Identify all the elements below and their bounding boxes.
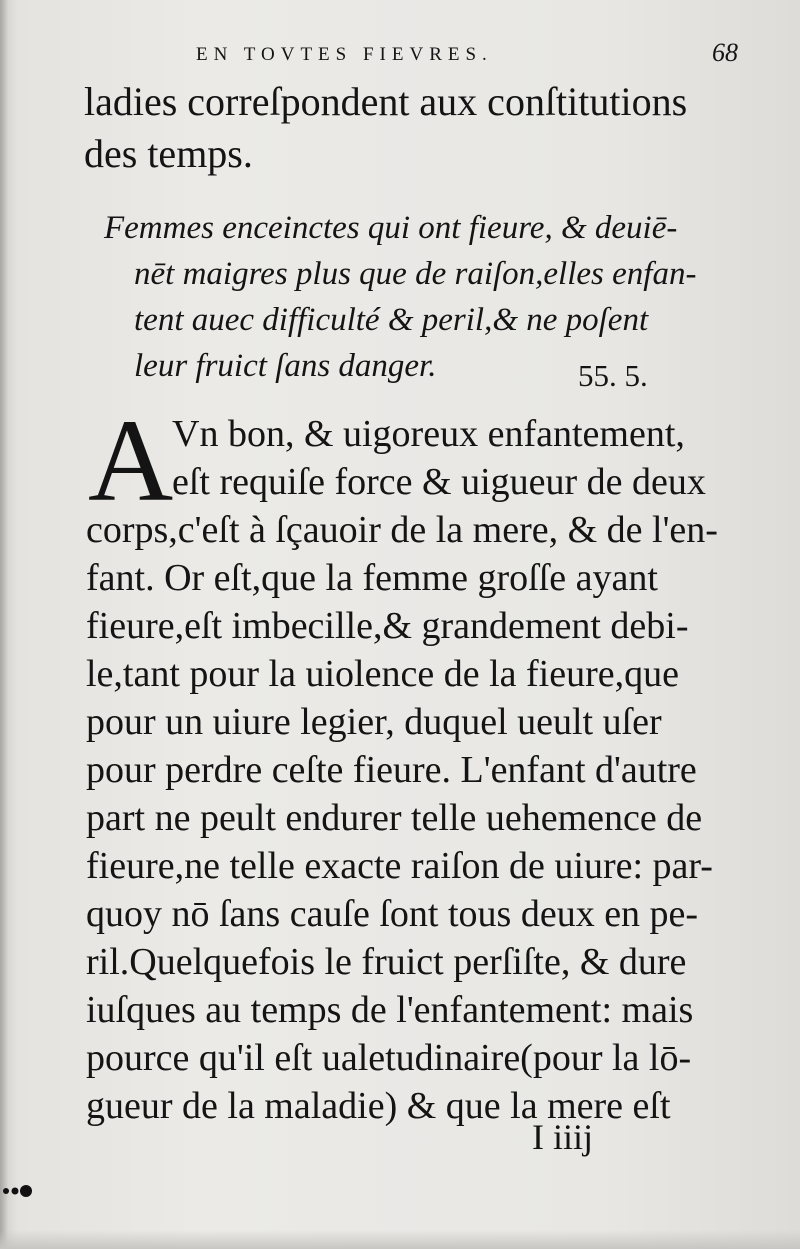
aphorism-line: tent auec difficulté & peril,& ne poſent <box>134 302 649 338</box>
body-line: pour un uiure legier, duquel ueult uſer <box>86 701 662 743</box>
body-line: fieure,ne telle exacte raiſon de uiure: par- <box>86 845 713 887</box>
intro-line: ladies correſpondent aux conſtitutions <box>84 79 688 124</box>
body-line: fieure,eſt imbecille,& grandement debi- <box>86 605 689 647</box>
aphorism-line: nēt maigres plus que de raiſon,elles enfan- <box>134 256 697 292</box>
body-line: ril.Quelquefois le fruict perſiſte, & dure <box>86 941 687 983</box>
aphorism-line: leur fruict ſans danger. <box>134 348 437 384</box>
body-line: Vn bon, & uigoreux enfantement, <box>172 413 685 455</box>
body-line: corps,c'eſt à ſçauoir de la mere, & de l'en- <box>86 509 718 551</box>
body-line: gueur de la maladie) & que la mere eſt <box>86 1085 671 1127</box>
page-bottom-shadow <box>0 1230 800 1249</box>
drop-cap: A <box>88 395 174 526</box>
intro-line: des temps. <box>84 131 253 176</box>
signature-mark: I iiij <box>532 1117 593 1157</box>
aphorism-reference: 55. 5. <box>578 358 648 393</box>
running-title: EN TOVTES FIEVRES. <box>196 44 493 65</box>
page-gutter-shadow <box>0 0 8 1249</box>
body-line: pource qu'il eſt ualetudinaire(pour la lō- <box>86 1037 692 1079</box>
body-line: part ne peult endurer telle uehemence de <box>86 797 703 839</box>
body-line: le,tant pour la uiolence de la fieure,que <box>86 653 679 695</box>
body-line: quoy nō ſans cauſe ſont tous deux en pe- <box>86 893 699 935</box>
ink-blot-mark <box>0 1182 34 1200</box>
body-line: iuſques au temps de l'enfantement: mais <box>86 989 694 1031</box>
aphorism-line: Femmes enceinctes qui ont fieure, & deuiē- <box>104 210 678 246</box>
body-line: pour perdre ceſte fieure. L'enfant d'autre <box>86 749 697 791</box>
page-number: 68 <box>712 38 738 67</box>
body-line: eſt requiſe force & uigueur de deux <box>172 461 706 503</box>
body-line: fant. Or eſt,que la femme groſſe ayant <box>86 557 658 599</box>
